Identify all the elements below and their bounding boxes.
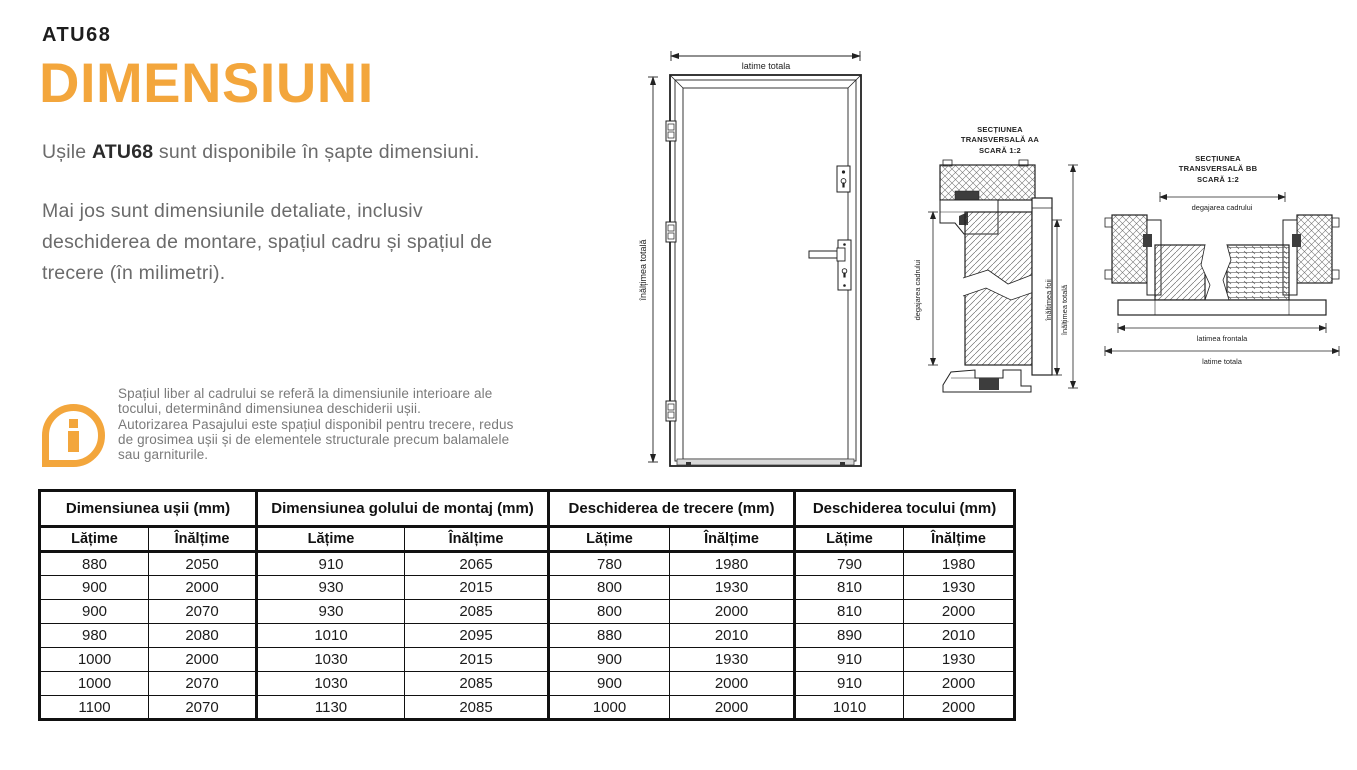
table-cell: 2085 bbox=[405, 696, 549, 720]
table-cell: 2010 bbox=[670, 624, 795, 648]
table-cell: 1000 bbox=[40, 672, 149, 696]
table-cell: 2095 bbox=[405, 624, 549, 648]
section-bb-diagram bbox=[1098, 150, 1356, 370]
door-front-diagram bbox=[638, 38, 908, 473]
table-sub-header: Lățime bbox=[257, 527, 405, 552]
table-cell: 2085 bbox=[405, 600, 549, 624]
section-bb-total-width-label: latime totala bbox=[1202, 357, 1242, 366]
hinge-icon bbox=[666, 401, 676, 421]
table-cell: 2070 bbox=[149, 696, 257, 720]
table-cell: 900 bbox=[40, 576, 149, 600]
table-cell: 1030 bbox=[257, 648, 405, 672]
table-sub-header-row bbox=[40, 527, 1015, 552]
table-cell: 1930 bbox=[904, 576, 1015, 600]
intro-prefix: Ușile bbox=[42, 141, 92, 163]
section-bb-title bbox=[1179, 154, 1258, 184]
table-sub-header: Înălțime bbox=[405, 527, 549, 552]
table-cell: 900 bbox=[549, 648, 670, 672]
table-cell: 2070 bbox=[149, 600, 257, 624]
table-cell: 790 bbox=[795, 552, 904, 576]
table-cell: 2000 bbox=[904, 600, 1015, 624]
table-cell: 2085 bbox=[405, 672, 549, 696]
table-row bbox=[40, 696, 1015, 720]
section-aa-leaf-height-label: înălțimea foii bbox=[1044, 279, 1053, 321]
door-frame bbox=[670, 75, 861, 466]
table-cell: 780 bbox=[549, 552, 670, 576]
table-group-header-door-size: Dimensiunea ușii (mm) bbox=[40, 491, 257, 527]
table-cell: 2000 bbox=[670, 696, 795, 720]
table-body bbox=[40, 552, 1015, 720]
table-cell: 1030 bbox=[257, 672, 405, 696]
table-cell: 930 bbox=[257, 600, 405, 624]
table-cell: 800 bbox=[549, 576, 670, 600]
table-row bbox=[40, 576, 1015, 600]
intro-sentence bbox=[42, 141, 480, 164]
section-aa-total-height-label: înălțimea totală bbox=[1060, 284, 1069, 336]
door-threshold bbox=[677, 459, 854, 465]
section-aa-title-line1: SECȚIUNEA bbox=[977, 125, 1023, 134]
table-group-header-frame: Deschiderea tocului (mm) bbox=[795, 491, 1015, 527]
section-bb-leaf-face bbox=[1118, 300, 1326, 315]
table-cell: 1980 bbox=[904, 552, 1015, 576]
note-text: Spațiul liber al cadrului se referă la dimensiunile interioare ale tocului, determinând dimensiunea deschiderii ușii. Autorizarea Pasajului este spațiul disponibil pentru trecere, redus de grosimea ușii și de elementele structurale precum balamalele sau garniturile. bbox=[118, 386, 514, 463]
table-group-header-row bbox=[40, 491, 1015, 527]
dimensions-table bbox=[38, 489, 1016, 721]
table-cell: 1000 bbox=[40, 648, 149, 672]
door-lock bbox=[837, 166, 850, 192]
intro-paragraph: Mai jos sunt dimensiunile detaliate, inclusiv deschiderea de montare, spațiul cadru și spațiul de trecere (în milimetri). bbox=[42, 200, 493, 284]
table-cell: 1980 bbox=[670, 552, 795, 576]
table-cell: 2000 bbox=[149, 648, 257, 672]
door-leaf bbox=[683, 88, 848, 459]
table-row bbox=[40, 624, 1015, 648]
intro-suffix: sunt disponibile în șapte dimensiuni. bbox=[153, 141, 480, 163]
table-cell: 900 bbox=[40, 600, 149, 624]
section-bb-title-line1: SECȚIUNEA bbox=[1195, 154, 1241, 163]
table-group-header-passage: Deschiderea de trecere (mm) bbox=[549, 491, 795, 527]
section-aa-diagram bbox=[903, 120, 1093, 410]
section-aa-title bbox=[961, 125, 1040, 155]
table-cell: 810 bbox=[795, 600, 904, 624]
hinge-icon bbox=[666, 222, 676, 242]
table-cell: 810 bbox=[795, 576, 904, 600]
table-cell: 2070 bbox=[149, 672, 257, 696]
table-cell: 1130 bbox=[257, 696, 405, 720]
table-row bbox=[40, 672, 1015, 696]
table-group-header-mount-gap: Dimensiunea golului de montaj (mm) bbox=[257, 491, 549, 527]
table-cell: 2080 bbox=[149, 624, 257, 648]
section-bb-title-line3: SCARĂ 1:2 bbox=[1197, 175, 1239, 184]
table-cell: 910 bbox=[795, 648, 904, 672]
table-cell: 800 bbox=[549, 600, 670, 624]
table-sub-header: Înălțime bbox=[670, 527, 795, 552]
section-bb-frame-clearance-label: degajarea cadrului bbox=[1191, 203, 1253, 212]
table-cell: 1000 bbox=[549, 696, 670, 720]
table-cell: 2000 bbox=[904, 696, 1015, 720]
table-sub-header: Lățime bbox=[795, 527, 904, 552]
door-width-dimension bbox=[671, 51, 860, 71]
section-aa-title-line2: TRANSVERSALĂ AA bbox=[960, 135, 1040, 144]
section-bb-front-width-label: latimea frontala bbox=[1196, 334, 1248, 343]
table-cell: 2010 bbox=[904, 624, 1015, 648]
table-cell: 2065 bbox=[405, 552, 549, 576]
table-cell: 2000 bbox=[670, 672, 795, 696]
door-height-dimension bbox=[638, 77, 658, 462]
intro-product-name: ATU68 bbox=[91, 141, 154, 163]
table-cell: 890 bbox=[795, 624, 904, 648]
table-sub-header: Înălțime bbox=[904, 527, 1015, 552]
table-cell: 980 bbox=[40, 624, 149, 648]
door-width-label: latime totala bbox=[741, 61, 791, 71]
section-aa-frame-clearance-label: degajarea cadrului bbox=[913, 259, 922, 321]
section-aa-threshold bbox=[943, 370, 1031, 392]
table-row bbox=[40, 552, 1015, 576]
table-cell: 1100 bbox=[40, 696, 149, 720]
table-cell: 930 bbox=[257, 576, 405, 600]
table-sub-header: Lățime bbox=[40, 527, 149, 552]
table-cell: 2015 bbox=[405, 576, 549, 600]
table-cell: 2000 bbox=[670, 600, 795, 624]
table-cell: 1930 bbox=[670, 648, 795, 672]
table-cell: 2000 bbox=[904, 672, 1015, 696]
section-aa-title-line3: SCARĂ 1:2 bbox=[979, 146, 1021, 155]
section-bb-top-dimension bbox=[1160, 192, 1285, 212]
door-height-label: înălțimea totală bbox=[638, 239, 648, 301]
product-code: ATU68 bbox=[42, 24, 112, 46]
table-cell: 2015 bbox=[405, 648, 549, 672]
table-sub-header: Înălțime bbox=[149, 527, 257, 552]
table-cell: 880 bbox=[549, 624, 670, 648]
info-icon bbox=[42, 404, 105, 467]
section-bb-bottom-dimensions bbox=[1105, 323, 1339, 366]
section-aa-wall bbox=[940, 160, 1035, 202]
table-sub-header: Lățime bbox=[549, 527, 670, 552]
section-bb-title-line2: TRANSVERSALĂ BB bbox=[1178, 164, 1258, 173]
hinge-icon bbox=[666, 121, 676, 141]
table-cell: 2000 bbox=[149, 576, 257, 600]
page-title: DIMENSIUNI bbox=[39, 51, 374, 114]
table-row bbox=[40, 648, 1015, 672]
table-cell: 1010 bbox=[257, 624, 405, 648]
table-cell: 2050 bbox=[149, 552, 257, 576]
table-cell: 1010 bbox=[795, 696, 904, 720]
table-cell: 900 bbox=[549, 672, 670, 696]
section-aa-leaf bbox=[963, 198, 1052, 375]
table-cell: 880 bbox=[40, 552, 149, 576]
table-cell: 1930 bbox=[904, 648, 1015, 672]
info-icon-glyph bbox=[68, 419, 79, 452]
table-cell: 1930 bbox=[670, 576, 795, 600]
table-row bbox=[40, 600, 1015, 624]
table-cell: 910 bbox=[795, 672, 904, 696]
table-cell: 910 bbox=[257, 552, 405, 576]
